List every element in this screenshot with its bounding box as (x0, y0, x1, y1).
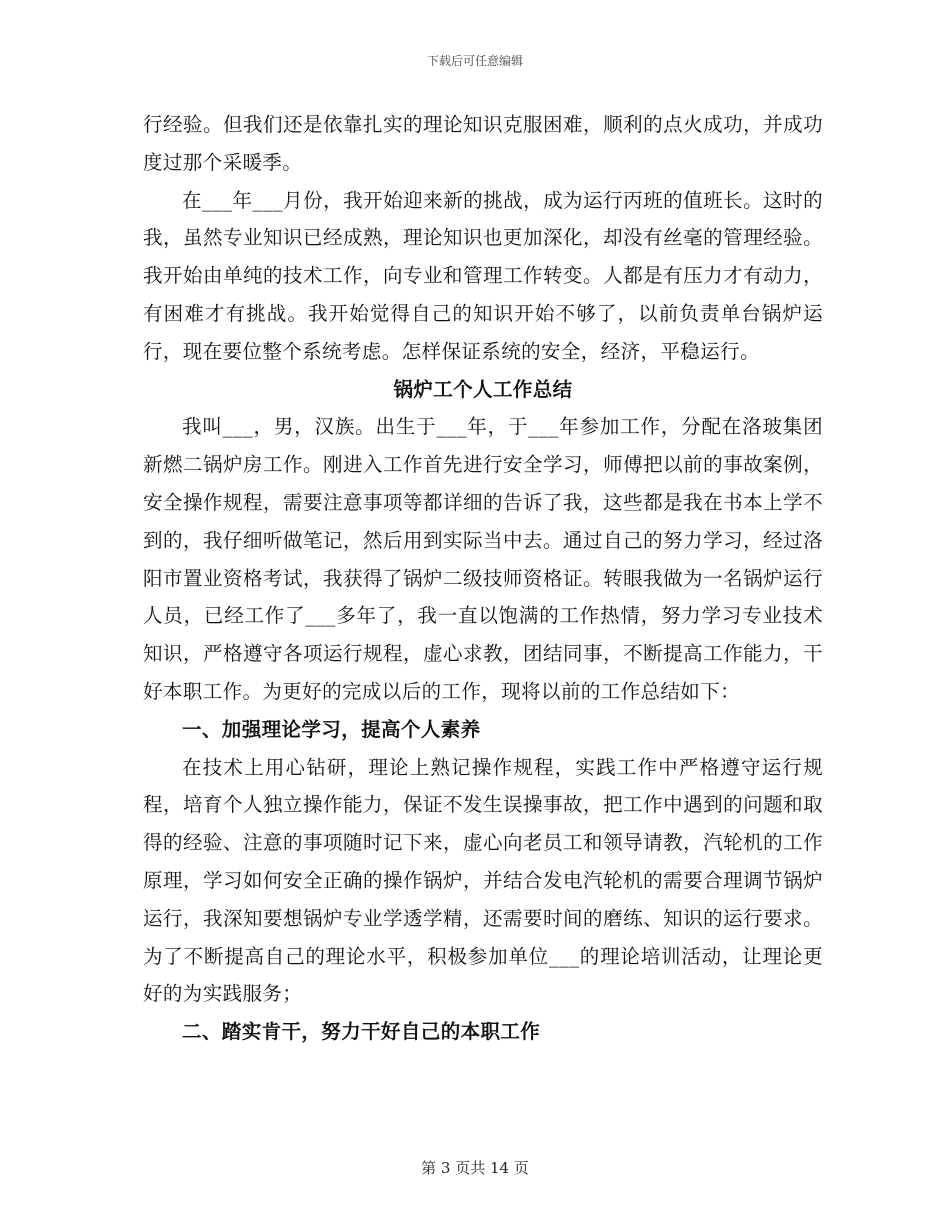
paragraph-new-challenge: 在___年___月份，我开始迎来新的挑战，成为运行丙班的值班长。这时的我，虽然专业知识已经成熟，理论知识也更加深化，却没有丝毫的管理经验。我开始由单纯的技术工作，向专业和管理工作转变。人都是有压力才有动力，有困难才有挑战。我开始觉得自己的知识开始不够了，以前负责单台锅炉运行，现在要位整个系统考虑。怎样保证系统的安全，经济，平稳运行。 (143, 188, 823, 363)
section-heading-1: 一、加强理论学习，提高个人素养 (182, 717, 481, 741)
page-indicator: 第 3 页共 14 页 (421, 1159, 529, 1177)
paragraph-introduction: 我叫___，男，汉族。出生于___年，于___年参加工作，分配在洛玻集团新燃二锅炉房工作。刚进入工作首先进行安全学习，师傅把以前的事故案例，安全操作规程，需要注意事项等都详细的告诉了我，这些都是我在书本上学不到的，我仔细听做笔记，然后用到实际当中去。通过自己的努力学习，经过洛阳市置业资格考试，我获得了锅炉二级技师资格证。转眼我做为一名锅炉运行人员，已经工作了___多年了，我一直以饱满的工作热情，努力学习专业技术知识，严格遵守各项运行规程，虚心求教，团结同事，不断提高工作能力，干好本职工作。为更好的完成以后的工作，现将以前的工作总结如下： (143, 415, 823, 703)
document-title: 锅炉工个人工作总结 (393, 377, 573, 401)
document-body (143, 106, 823, 1051)
header-note: 下载后可任意编辑 (426, 54, 523, 68)
paragraph-continuation: 行经验。但我们还是依靠扎实的理论知识克服困难，顺利的点火成功，并成功度过那个采暖季。 (143, 113, 823, 174)
section-heading-2: 二、踏实肯干，努力干好自己的本职工作 (182, 1020, 541, 1044)
paragraph-theory-study: 在技术上用心钻研，理论上熟记操作规程，实践工作中严格遵守运行规程，培育个人独立操作能力，保证不发生误操事故，把工作中遇到的问题和取得的经验、注意的事项随时记下来，虚心向老员工和领导请教，汽轮机的工作原理，学习如何安全正确的操作锅炉，并结合发电汽轮机的需要合理调节锅炉运行，我深知要想锅炉专业学透学精，还需要时间的磨练、知识的运行要求。为了不断提高自己的理论水平，积极参加单位___的理论培训活动，让理论更好的为实践服务； (143, 755, 823, 1006)
